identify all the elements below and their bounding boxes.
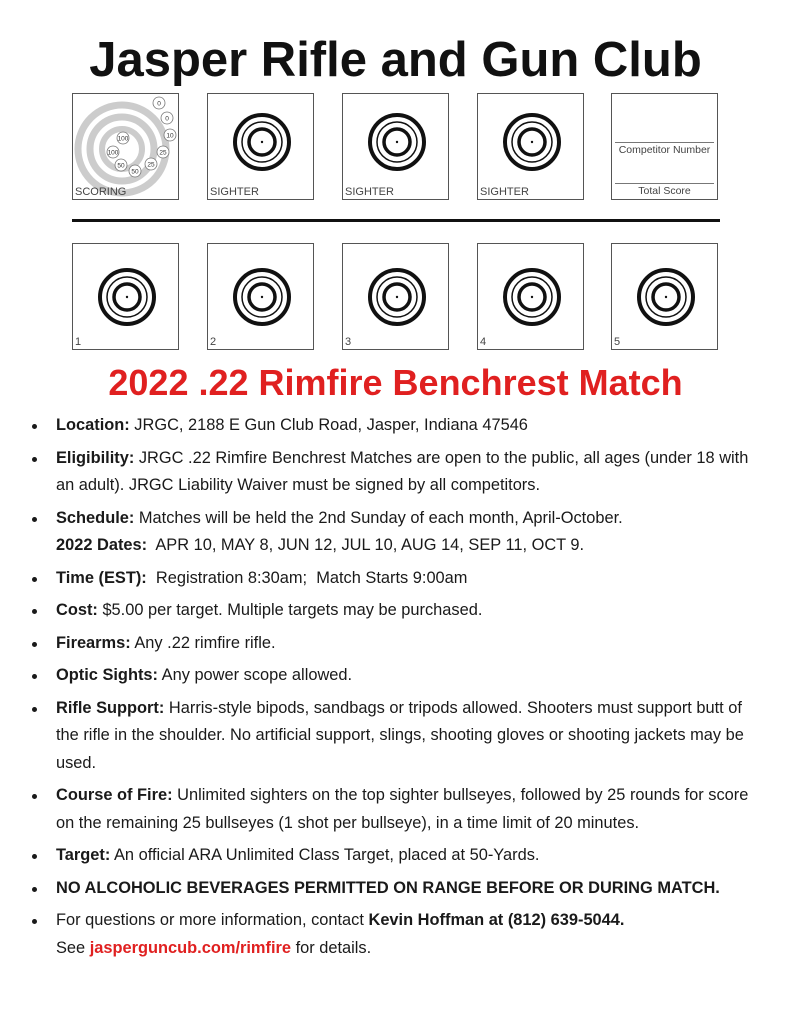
scoring-label: SCORING <box>75 186 127 198</box>
scoring-value: 10 <box>166 132 174 140</box>
list-item-cost <box>28 597 758 625</box>
list-item-location <box>28 412 758 440</box>
bullseye-icon <box>478 94 585 201</box>
item-text: JRGC, 2188 E Gun Club Road, Jasper, Indiana 47546 <box>129 416 528 434</box>
target-number: 3 <box>345 336 352 348</box>
sighter-target <box>477 93 584 200</box>
page-title: Jasper Rifle and Gun Club <box>89 33 702 87</box>
item-text: Unlimited sighters on the top sighter bullseyes, followed by 25 rounds for score on the remaining 25 bullseyes (1 shot per bullseye), in a time limit of 20 minutes. <box>56 786 749 832</box>
item-label: Firearms: <box>56 633 131 652</box>
scoring-value: 100 <box>117 135 129 143</box>
alcohol-warning: NO ALCOHOLIC BEVERAGES PERMITTED ON RANGE BEFORE OR DURING MATCH. <box>56 878 720 897</box>
bullseye-icon <box>208 94 315 201</box>
match-title: 2022 .22 Rimfire Benchrest Match <box>108 362 683 403</box>
after-link-text: for details. <box>291 938 372 957</box>
bullseye-icon <box>478 244 585 351</box>
contact-name: Kevin Hoffman at (812) 639-5044. <box>368 911 625 929</box>
bullseye-icon <box>343 94 450 201</box>
item-label: Rifle Support: <box>56 698 165 717</box>
scoring-value: 0 <box>165 115 169 123</box>
sighter-label: SIGHTER <box>345 186 394 198</box>
item-text: Registration 8:30am; Match Starts 9:00am <box>146 568 468 587</box>
bullseye-icon <box>612 244 719 351</box>
record-target <box>72 243 179 350</box>
item-label: Time (EST): <box>56 568 147 587</box>
record-target <box>342 243 449 350</box>
divider <box>72 219 720 222</box>
record-target <box>611 243 718 350</box>
details-list <box>28 412 758 967</box>
bullseye-icon <box>73 244 180 351</box>
scoring-value: 50 <box>117 162 125 170</box>
bullseye-icon <box>208 244 315 351</box>
dates-label: 2022 Dates: <box>56 536 148 554</box>
item-label: Cost: <box>56 601 98 619</box>
total-score-line <box>615 183 714 184</box>
record-target <box>207 243 314 350</box>
item-text: An official ARA Unlimited Class Target, placed at 50-Yards. <box>110 846 540 864</box>
item-label: Schedule: <box>56 508 135 527</box>
list-item-contact <box>28 907 758 962</box>
list-item-optic <box>28 662 758 690</box>
item-label: Target: <box>56 846 111 864</box>
item-text: Harris-style bipods, sandbags or tripods allowed. Shooters must support butt of the rifle in the shoulder. No artificial support, slings, shooting gloves or shooting jackets may be used. <box>56 698 744 772</box>
sighter-target <box>342 93 449 200</box>
list-item-eligibility <box>28 445 758 500</box>
target-number: 1 <box>75 336 82 348</box>
competitor-box <box>611 93 718 200</box>
website-link[interactable]: jasperguncub.com/rimfire <box>89 938 292 957</box>
scoring-value: 25 <box>147 161 155 169</box>
item-label: Eligibility: <box>56 448 135 467</box>
item-text: $5.00 per target. Multiple targets may be purchased. <box>97 601 483 619</box>
item-text: Any .22 rimfire rifle. <box>130 633 276 652</box>
bullseye-icon <box>343 244 450 351</box>
item-text: For questions or more information, contact <box>56 911 369 929</box>
item-text: Matches will be held the 2nd Sunday of each month, April-October. <box>134 508 623 527</box>
list-item-course <box>28 782 758 837</box>
competitor-number-line <box>615 142 714 143</box>
item-label: Course of Fire: <box>56 786 173 804</box>
scoring-value: 0 <box>157 100 161 108</box>
scoring-value: 100 <box>107 149 119 157</box>
list-item-schedule <box>28 505 758 560</box>
item-label: Location: <box>56 416 130 434</box>
total-score-label: Total Score <box>638 185 691 197</box>
list-item-firearms <box>28 630 758 658</box>
item-label: Optic Sights: <box>56 666 158 684</box>
scoring-value: 50 <box>131 168 139 176</box>
see-text: See <box>56 938 90 957</box>
list-item-support <box>28 695 758 778</box>
record-target <box>477 243 584 350</box>
scoring-value: 25 <box>159 149 167 157</box>
scoring-diagram <box>73 94 180 201</box>
item-text: Any power scope allowed. <box>158 666 353 684</box>
list-item-time <box>28 565 758 593</box>
dates-text: APR 10, MAY 8, JUN 12, JUL 10, AUG 14, SEP 11, OCT 9. <box>147 536 585 554</box>
target-number: 5 <box>614 336 621 348</box>
sighter-label: SIGHTER <box>210 186 259 198</box>
sighter-label: SIGHTER <box>480 186 529 198</box>
list-item-target <box>28 842 758 870</box>
target-number: 2 <box>210 336 217 348</box>
scoring-target <box>72 93 179 200</box>
item-text: JRGC .22 Rimfire Benchrest Matches are open to the public, all ages (under 18 with an adult). JRGC Liability Waiver must be signed by all competitors. <box>56 448 749 494</box>
sighter-target <box>207 93 314 200</box>
list-item-alcohol <box>28 875 758 903</box>
target-number: 4 <box>480 336 487 348</box>
competitor-number-label: Competitor Number <box>618 144 711 156</box>
